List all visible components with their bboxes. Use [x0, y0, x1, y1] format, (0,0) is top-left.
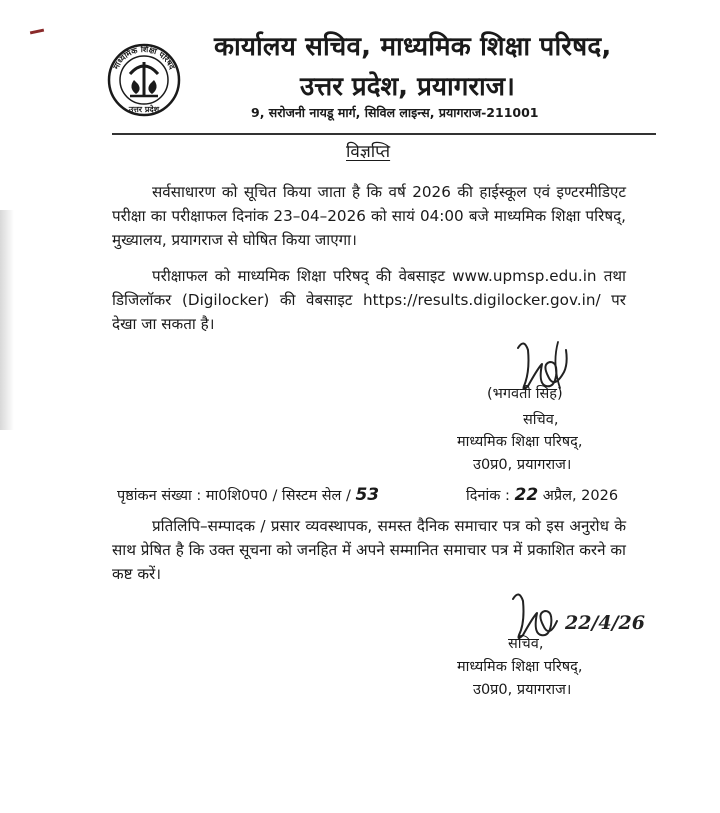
- corner-mark: [30, 29, 44, 35]
- reference-number-line: [117, 484, 379, 507]
- signatory-name: (भगवती सिंह): [487, 386, 563, 402]
- notice-paragraph-result-date: सर्वसाधारण को सूचित किया जाता है कि वर्ष 2026 की हाईस्कूल एवं इण्टरमीडिएट परीक्षा का परीक्षाफल दिनांक 23–04–2026 को सायं 04:00 बजे माध्यमिक शिक्षा परिषद्, मुख्यालय, प्रयागराज से घोषित किया जाएगा।: [112, 183, 626, 249]
- svg-text:माध्यमिक शिक्षा परिषद: माध्यमिक शिक्षा परिषद: [111, 44, 177, 71]
- notice-paragraph-websites: परीक्षाफल को माध्यमिक शिक्षा परिषद् की वेबसाइट www.upmsp.edu.in तथा डिजिलॉकर (Digilocker) की वेबसाइट https://results.digilocker.gov.in/ पर देखा जा सकता है।: [112, 267, 626, 333]
- date-handwritten-day: 22: [514, 485, 539, 505]
- page-edge-shadow: [0, 210, 14, 430]
- svg-text:उत्तर प्रदेश: उत्तर प्रदेश: [128, 105, 160, 114]
- office-subtitle: उत्तर प्रदेश, प्रयागराज।: [300, 72, 515, 102]
- signatory2-designation: सचिव,: [508, 636, 544, 652]
- office-title: कार्यालय सचिव, माध्यमिक शिक्षा परिषद,: [214, 32, 612, 62]
- office-address: 9, सरोजनी नायडू मार्ग, सिविल लाइन्स, प्रयागराज-211001: [251, 105, 539, 120]
- signatory-place: उ0प्र0, प्रयागराज।: [473, 457, 572, 473]
- signatory-organisation: माध्यमिक शिक्षा परिषद्,: [457, 434, 583, 450]
- signatory2-organisation: माध्यमिक शिक्षा परिषद्,: [457, 659, 583, 675]
- reference-date: [466, 484, 618, 507]
- header-divider: [112, 133, 656, 135]
- signatory-designation: सचिव,: [523, 412, 559, 428]
- date-month-year: अप्रैल, 2026: [542, 488, 619, 504]
- copy-to-paragraph: प्रतिलिपि–सम्पादक / प्रसार व्यवस्थापक, समस्त दैनिक समाचार पत्र को इस अनुरोध के साथ प्रेषित है कि उक्त सूचना को जनहित में अपने सम्मानित समाचार पत्र में प्रकाशित करने का कष्ट करें।: [112, 517, 626, 583]
- notice-title: विज्ञप्ति: [346, 142, 391, 162]
- reference-handwritten-number: 53: [355, 485, 380, 505]
- handwritten-date: 22/4/26: [565, 612, 645, 634]
- reference-label: पृष्ठांकन संख्या : मा0शि0प0 / सिस्टम सेल /: [117, 488, 351, 504]
- signatory2-place: उ0प्र0, प्रयागराज।: [473, 682, 572, 698]
- board-seal-logo: [106, 40, 182, 122]
- date-label: दिनांक :: [466, 488, 510, 504]
